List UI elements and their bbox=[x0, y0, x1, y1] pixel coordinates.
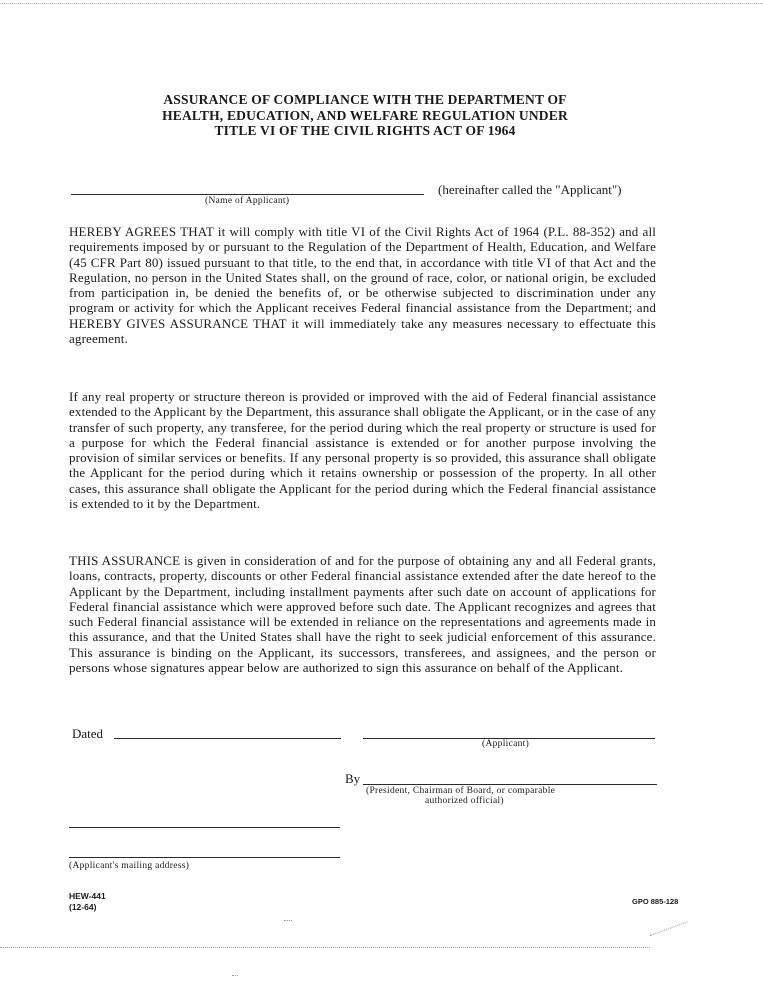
form-number: HEW-441 bbox=[69, 891, 106, 901]
scan-speck-3 bbox=[232, 975, 238, 976]
gpo-code: GPO 885-128 bbox=[632, 897, 679, 906]
document-title bbox=[60, 92, 670, 139]
dated-line bbox=[114, 738, 341, 739]
scan-speck-2 bbox=[284, 920, 292, 921]
paragraph-consideration: THIS ASSURANCE is given in consideration of and for the purpose of obtaining any and all Federal grants, loans, contracts, property, discounts or other Federal financial assistance extended after the date hereof to the Applicant by the Department, including installment payments after such date on account of applications for Federal financial assistance which were approved before such date. The Applicant recognizes and agrees that such Federal financial assistance will be extended in reliance on the representations and agreements made in this assurance, and that the United States shall have the right to seek judicial enforcement of this assurance. This assurance is binding on the Applicant, its successors, transferees, and assignees, and the person or persons whose signatures appear below are authorized to sign this assurance on behalf of the Applicant. bbox=[69, 553, 656, 676]
title-line-2: HEALTH, EDUCATION, AND WELFARE REGULATION UNDER bbox=[162, 107, 568, 123]
form-date: (12-64) bbox=[69, 902, 97, 912]
by-signature-line bbox=[363, 784, 657, 785]
mailing-address-line-2 bbox=[69, 857, 340, 858]
mailing-address-caption: (Applicant's mailing address) bbox=[69, 861, 190, 871]
title-line-3: TITLE VI OF THE CIVIL RIGHTS ACT OF 1964 bbox=[214, 123, 516, 138]
applicant-name-caption: (Name of Applicant) bbox=[205, 196, 290, 206]
paragraph-property: If any real property or structure thereon is provided or improved with the aid of Federal financial assistance extended to the Applicant by the Department, this assurance shall obligate the Applicant, or in the case of any transfer of such property, any transferee, for the period during which the real property or structure is used for a purpose for which the Federal financial assistance is extended or for another purpose involving the provision of similar services or benefits. If any personal property is so provided, this assurance shall obligate the Applicant for the period during which it retains ownership or possession of the property. In all other cases, this assurance shall obligate the Applicant for the period during which the Federal financial assistance is extended to it by the Department. bbox=[69, 389, 656, 512]
applicant-signature-caption: (Applicant) bbox=[482, 739, 530, 749]
scan-edge-bottom bbox=[0, 947, 650, 948]
by-caption-line-1: (President, Chairman of Board, or comparable bbox=[366, 786, 556, 796]
applicant-name-line bbox=[71, 194, 424, 195]
hereinafter-text: (hereinafter called the "Applicant") bbox=[438, 182, 622, 197]
paragraph-agreement: HEREBY AGREES THAT it will comply with title VI of the Civil Rights Act of 1964 (P.L. 88-352) and all requirements imposed by or pursuant to the Regulation of the Department of Health, Education, and Welfare (45 CFR Part 80) issued pursuant to that title, to the end that, in accordance with title VI of that Act and the Regulation, no person in the United States shall, on the ground of race, color, or national origin, be excluded from participation in, be denied the benefits of, or be otherwise subjected to discrimination under any program or activity for which the Applicant receives Federal financial assistance from the Department; and HEREBY GIVES ASSURANCE THAT it will immediately take any measures necessary to effectuate this agreement. bbox=[69, 224, 656, 347]
by-caption-line-2: authorized official) bbox=[425, 796, 504, 806]
scan-speck bbox=[650, 921, 688, 936]
scan-edge-top bbox=[0, 3, 763, 4]
mailing-address-line-1 bbox=[69, 827, 340, 828]
dated-label: Dated bbox=[72, 726, 104, 741]
title-line-1: ASSURANCE OF COMPLIANCE WITH THE DEPARTMENT OF bbox=[163, 92, 567, 107]
by-label: By bbox=[345, 771, 361, 786]
